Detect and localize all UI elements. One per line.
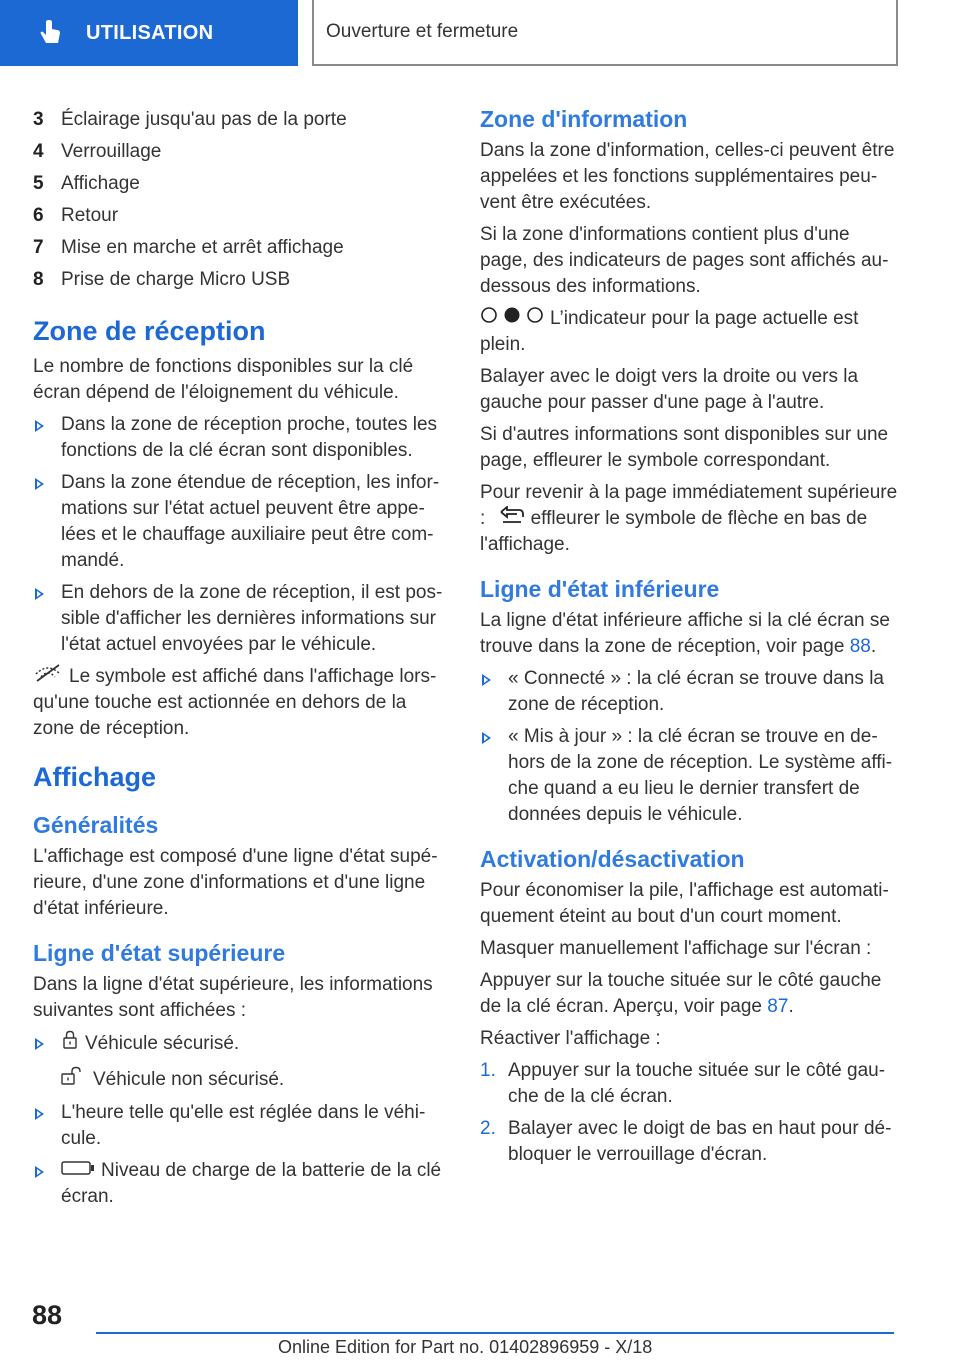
legend-text: Retour xyxy=(61,205,119,226)
legend-text: Affichage xyxy=(61,173,140,194)
heading-zone-reception: Zone de réception xyxy=(33,316,266,346)
paragraph: Réactiver l'affichage : xyxy=(480,1028,661,1050)
list-item: Véhicule sécurisé. Véhicule non sécurisé. xyxy=(33,1030,443,1094)
chapter-title: UTILISATION xyxy=(86,21,214,44)
no-signal-icon xyxy=(33,664,63,690)
paragraph: L’indicateur pour la page actuelle est plein. xyxy=(480,306,898,358)
legend-text: Éclairage jusqu'au pas de la porte xyxy=(61,109,347,130)
legend-number: 6 xyxy=(33,205,44,226)
step-number: 2. xyxy=(480,1118,496,1140)
numbered-steps xyxy=(480,1058,898,1168)
step-item: 2. Balayer avec le doigt de bas en haut pour débloquer le verrouillage d'écran. xyxy=(480,1118,892,1166)
legend-number: 5 xyxy=(33,173,44,194)
list-item: En dehors de la zone de réception, il est possible d'afficher les dernières informations sur l'état actuel envoyées par le véhicule. xyxy=(33,580,443,658)
triangle-bullet-icon xyxy=(35,478,44,490)
paragraph: Le nombre de fonctions disponibles sur la clé écran dépend de l'éloignement du véhicule. xyxy=(33,356,414,403)
list-item: « Mis à jour » : la clé écran se trouve en dehors de la zone de réception. Le système affiche quand a eu lieu le dernier transfert de données depuis le véhicule. xyxy=(480,724,898,828)
section-title-box xyxy=(312,0,898,66)
paragraph: Le symbole est affiché dans l'affichage lorsqu'une touche est actionnée en dehors de la zone de réception. xyxy=(33,664,443,742)
paragraph: L'affichage est composé d'une ligne d'état supérieure, d'une zone d'informations et d'une ligne d'état inférieure. xyxy=(33,846,438,920)
paragraph: Appuyer sur la touche située sur le côté gauche de la clé écran. Aperçu, voir page 87. xyxy=(480,970,882,1018)
legend-number: 4 xyxy=(33,141,44,162)
legend-text: Prise de charge Micro USB xyxy=(61,269,291,290)
page-reference-link[interactable]: 87 xyxy=(767,996,789,1018)
bullet-list xyxy=(33,1030,443,1210)
triangle-bullet-icon xyxy=(35,1108,44,1120)
back-arrow-icon xyxy=(499,506,525,532)
paragraph: Si la zone d'informations contient plus d'une page, des indicateurs de pages sont affichés au-dessous des informations. xyxy=(480,224,889,297)
numbered-legend xyxy=(33,104,443,296)
triangle-bullet-icon xyxy=(482,732,491,744)
sub-item: Véhicule non sécurisé. xyxy=(61,1066,443,1094)
paragraph: Masquer manuellement l'affichage sur l'écran : xyxy=(480,938,872,960)
list-item: Dans la zone étendue de réception, les informations sur l'état actuel peuvent être appelées et le chauffage auxiliaire peut être commandé. xyxy=(33,470,443,574)
triangle-bullet-icon xyxy=(35,588,44,600)
page-header xyxy=(0,0,960,70)
legend-item xyxy=(33,200,443,232)
paragraph: La ligne d'état inférieure affiche si la clé écran se trouve dans la zone de réception, voir page 88. xyxy=(480,610,890,658)
legend-item xyxy=(33,168,443,200)
page-number: 88 xyxy=(32,1300,63,1330)
page-reference-link[interactable]: 88 xyxy=(849,636,871,658)
paragraph: Dans la ligne d'état supérieure, les informations suivantes sont affichées : xyxy=(33,974,433,1022)
paragraph: Pour revenir à la page immédiatement supérieure : effleurer le symbole de flèche en bas de l'affichage. xyxy=(480,482,898,556)
triangle-bullet-icon xyxy=(35,420,44,432)
footer-divider xyxy=(96,1332,894,1334)
paragraph: Dans la zone d'information, celles-ci peuvent être appelées et les fonctions supplémentaires peuvent être exécutées. xyxy=(480,140,895,213)
heading-zone-information: Zone d'information xyxy=(480,106,688,132)
bullet-list xyxy=(33,412,443,658)
triangle-bullet-icon xyxy=(35,1166,44,1178)
list-item: « Connecté » : la clé écran se trouve dans la zone de réception. xyxy=(480,666,898,718)
battery-icon xyxy=(61,1158,95,1184)
step-item: 1. Appuyer sur la touche située sur le côté gauche de la clé écran. xyxy=(480,1060,886,1108)
paragraph: Pour économiser la pile, l'affichage est automatiquement éteint au bout d'un court moment. xyxy=(480,880,889,928)
heading-affichage: Affichage xyxy=(33,762,157,793)
triangle-bullet-icon xyxy=(35,1038,44,1050)
right-column xyxy=(480,104,898,1174)
edition-note: Online Edition for Part no. 01402896959 - X/18 xyxy=(278,1337,653,1357)
legend-item xyxy=(33,232,443,264)
heading-ligne-etat-inferieure: Ligne d'état inférieure xyxy=(480,576,720,603)
left-column xyxy=(33,104,443,1216)
legend-item xyxy=(33,264,443,296)
heading-activation: Activation/désactivation xyxy=(480,846,745,873)
paragraph: Balayer avec le doigt vers la droite ou vers la gauche pour passer d'une page à l'autre. xyxy=(480,366,859,414)
lock-open-icon xyxy=(61,1066,87,1094)
page-indicator-icon xyxy=(480,306,544,332)
paragraph: Si d'autres informations sont disponibles sur une page, effleurer le symbole correspondant. xyxy=(480,424,889,472)
lock-closed-icon xyxy=(61,1030,79,1058)
legend-number: 7 xyxy=(33,237,44,258)
step-number: 1. xyxy=(480,1060,496,1082)
legend-number: 8 xyxy=(33,269,44,290)
list-item: Dans la zone de réception proche, toutes les fonctions de la clé écran sont disponibles. xyxy=(33,412,443,464)
heading-ligne-etat-superieure: Ligne d'état supérieure xyxy=(33,940,286,967)
chapter-tab xyxy=(0,0,298,66)
list-item: L'heure telle qu'elle est réglée dans le véhicule. xyxy=(33,1100,443,1152)
list-item: Niveau de charge de la batterie de la clé écran. xyxy=(33,1158,443,1210)
legend-number: 3 xyxy=(33,109,44,130)
section-title: Ouverture et fermeture xyxy=(326,21,519,42)
heading-generalites: Généralités xyxy=(33,812,159,839)
legend-text: Mise en marche et arrêt affichage xyxy=(61,237,344,258)
legend-item xyxy=(33,136,443,168)
legend-item xyxy=(33,104,443,136)
bullet-list xyxy=(480,666,898,828)
triangle-bullet-icon xyxy=(482,674,491,686)
hand-touch-icon xyxy=(36,18,66,48)
legend-text: Verrouillage xyxy=(61,141,162,162)
